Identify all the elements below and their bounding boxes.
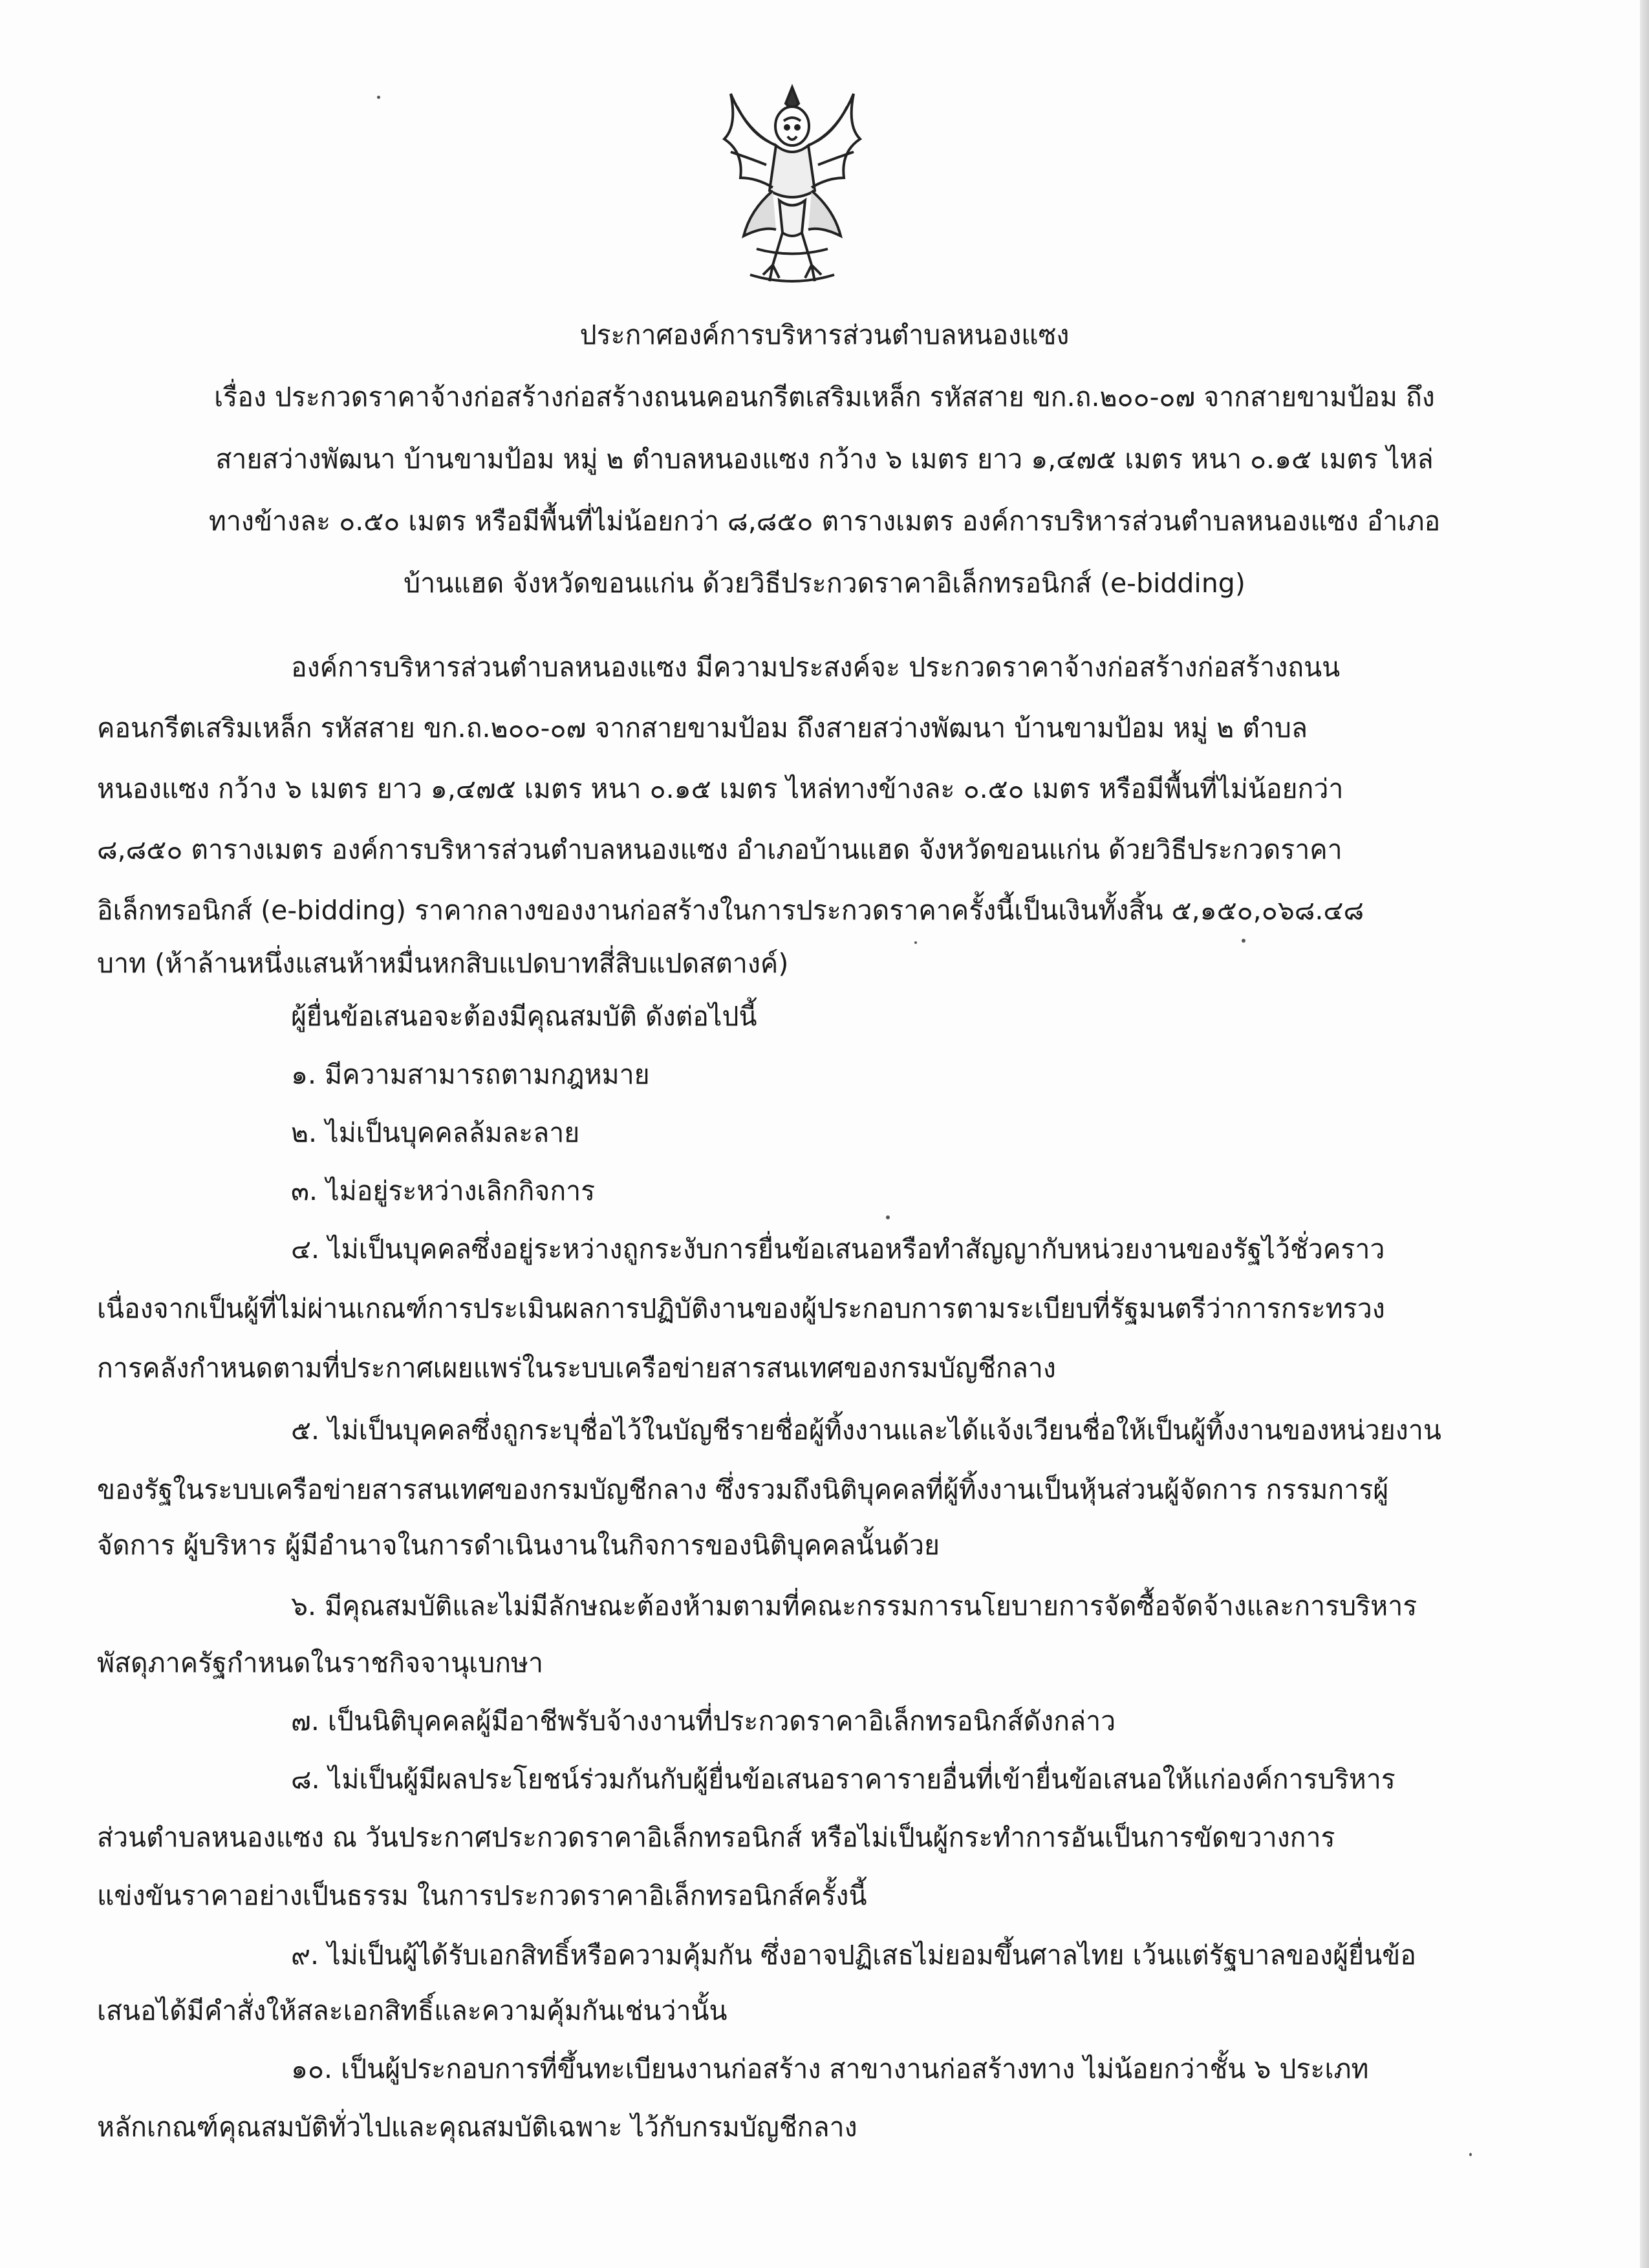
qualification-item-9-line-1: ๙. ไม่เป็นผู้ได้รับเอกสิทธิ์หรือความคุ้มกัน ซึ่งอาจปฏิเสธไม่ยอมขึ้นศาลไทย เว้นแต่รัฐบาลของผู้ยื่นข้อ [291,1940,1416,1971]
qualification-item-8-line-2: ส่วนตำบลหนองแซง ณ วันประกาศประกวดราคาอิเล็กทรอนิกส์ หรือไม่เป็นผู้กระทำการอันเป็นการขัดขวางการ [97,1822,1335,1853]
scan-speck [1469,2153,1472,2156]
intro-line-6: บาท (ห้าล้านหนึ่งแสนห้าหมื่นหกสิบแปดบาทสี่สิบแปดสตางค์) [97,948,789,979]
qualification-item-7: ๗. เป็นนิติบุคคลผู้มีอาชีพรับจ้างงานที่ประกวดราคาอิเล็กทรอนิกส์ดังกล่าว [291,1706,1116,1737]
qualification-item-6-line-1: ๖. มีคุณสมบัติและไม่มีลักษณะต้องห้ามตามที่คณะกรรมการนโยบายการจัดซื้อจัดจ้างและการบริหาร [291,1590,1417,1621]
subject-line-2: สายสว่างพัฒนา บ้านขามป้อม หมู่ ๒ ตำบลหนองแซง กว้าง ๖ เมตร ยาว ๑,๔๗๕ เมตร หนา ๐.๑๕ เมตร ไหล่ [215,444,1434,475]
scan-speck [914,941,917,944]
qualification-item-6-line-2: พัสดุภาครัฐกำหนดในราชกิจจานุเบกษา [97,1647,544,1678]
announcement-title: ประกาศองค์การบริหารส่วนตำบลหนองแซง [579,319,1070,350]
qualification-item-2: ๒. ไม่เป็นบุคคลล้มละลาย [291,1117,580,1148]
scan-speck [377,96,380,99]
qualification-item-10-line-1: ๑๐. เป็นผู้ประกอบการที่ขึ้นทะเบียนงานก่อสร้าง สาขางานก่อสร้างทาง ไม่น้อยกว่าชั้น ๖ ประเภท [291,2053,1369,2084]
subject-line-3: ทางข้างละ ๐.๕๐ เมตร หรือมีพื้นที่ไม่น้อยกว่า ๘,๘๕๐ ตารางเมตร องค์การบริหารส่วนตำบลหนองแซง อำเภอ [208,506,1441,537]
qualification-item-4-line-2: เนื่องจากเป็นผู้ที่ไม่ผ่านเกณฑ์การประเมินผลการปฏิบัติงานของผู้ประกอบการตามระเบียบที่รัฐมนตรีว่าการกระทรวง [97,1293,1385,1324]
subject-line-4: บ้านแฮด จังหวัดขอนแก่น ด้วยวิธีประกวดราคาอิเล็กทรอนิกส์ (e-bidding) [404,568,1245,599]
announcement-header [97,304,1552,614]
intro-line-1: องค์การบริหารส่วนตำบลหนองแซง มีความประสงค์จะ ประกวดราคาจ้างก่อสร้างก่อสร้างถนน [291,652,1341,683]
garuda-emblem-icon [711,81,873,294]
qualification-item-5-line-2: ของรัฐในระบบเครือข่ายสารสนเทศของกรมบัญชีกลาง ซึ่งรวมถึงนิติบุคคลที่ผู้ทิ้งงานเป็นหุ้นส่วนผู้จัดการ กรรมการผู้ [97,1474,1389,1505]
qualification-item-5-line-3: จัดการ ผู้บริหาร ผู้มีอำนาจในการดำเนินงานในกิจการของนิติบุคคลนั้นด้วย [97,1530,940,1561]
qualification-heading: ผู้ยื่นข้อเสนอจะต้องมีคุณสมบัติ ดังต่อไปนี้ [291,1001,757,1032]
qualification-item-4-line-3: การคลังกำหนดตามที่ประกาศเผยแพร่ในระบบเครือข่ายสารสนเทศของกรมบัญชีกลาง [97,1353,1056,1384]
qualification-item-8-line-1: ๘. ไม่เป็นผู้มีผลประโยชน์ร่วมกันกับผู้ยื่นข้อเสนอราคารายอื่นที่เข้ายื่นข้อเสนอให้แก่องค์การบริหาร [291,1764,1396,1795]
subject-line-1: เรื่อง ประกวดราคาจ้างก่อสร้างก่อสร้างถนนคอนกรีตเสริมเหล็ก รหัสสาย ขก.ถ.๒๐๐-๐๗ จากสายขามป้อม ถึง [214,381,1435,412]
intro-line-4: ๘,๘๕๐ ตารางเมตร องค์การบริหารส่วนตำบลหนองแซง อำเภอบ้านแฮด จังหวัดขอนแก่น ด้วยวิธีประกวดราคา [97,834,1342,865]
qualification-item-8-line-3: แข่งขันราคาอย่างเป็นธรรม ในการประกวดราคาอิเล็กทรอนิกส์ครั้งนี้ [97,1880,867,1911]
intro-line-3: หนองแซง กว้าง ๖ เมตร ยาว ๑,๔๗๕ เมตร หนา ๐.๑๕ เมตร ไหล่ทางข้างละ ๐.๕๐ เมตร หรือมีพื้นที่ไม่น้อยกว่า [97,773,1344,804]
qualification-item-4-line-1: ๔. ไม่เป็นบุคคลซึ่งอยู่ระหว่างถูกระงับการยื่นข้อเสนอหรือทำสัญญากับหน่วยงานของรัฐไว้ชั่วคราว [291,1234,1385,1265]
qualification-item-5-line-1: ๕. ไม่เป็นบุคคลซึ่งถูกระบุชื่อไว้ในบัญชีรายชื่อผู้ทิ้งงานและได้แจ้งเวียนชื่อให้เป็นผู้ทิ้งงานของหน่วยงาน [291,1415,1441,1446]
scan-speck [886,1215,890,1219]
qualification-item-1: ๑. มีความสามารถตามกฎหมาย [291,1059,650,1090]
scan-speck [1242,939,1245,943]
qualification-item-10-line-2: หลักเกณฑ์คุณสมบัติทั่วไปและคุณสมบัติเฉพาะ ไว้กับกรมบัญชีกลาง [97,2112,857,2143]
intro-line-5: อิเล็กทรอนิกส์ (e-bidding) ราคากลางของงานก่อสร้างในการประกวดราคาครั้งนี้เป็นเงินทั้งสิ้น ๕,๑๕๐,๐๖๘.๔๘ [97,895,1364,926]
qualification-item-9-line-2: เสนอได้มีคำสั่งให้สละเอกสิทธิ์และความคุ้มกันเช่นว่านั้น [97,1995,727,2026]
qualification-item-3: ๓. ไม่อยู่ระหว่างเลิกกิจการ [291,1175,596,1206]
intro-line-2: คอนกรีตเสริมเหล็ก รหัสสาย ขก.ถ.๒๐๐-๐๗ จากสายขามป้อม ถึงสายสว่างพัฒนา บ้านขามป้อม หมู่ ๒ ตำบล [97,712,1308,744]
